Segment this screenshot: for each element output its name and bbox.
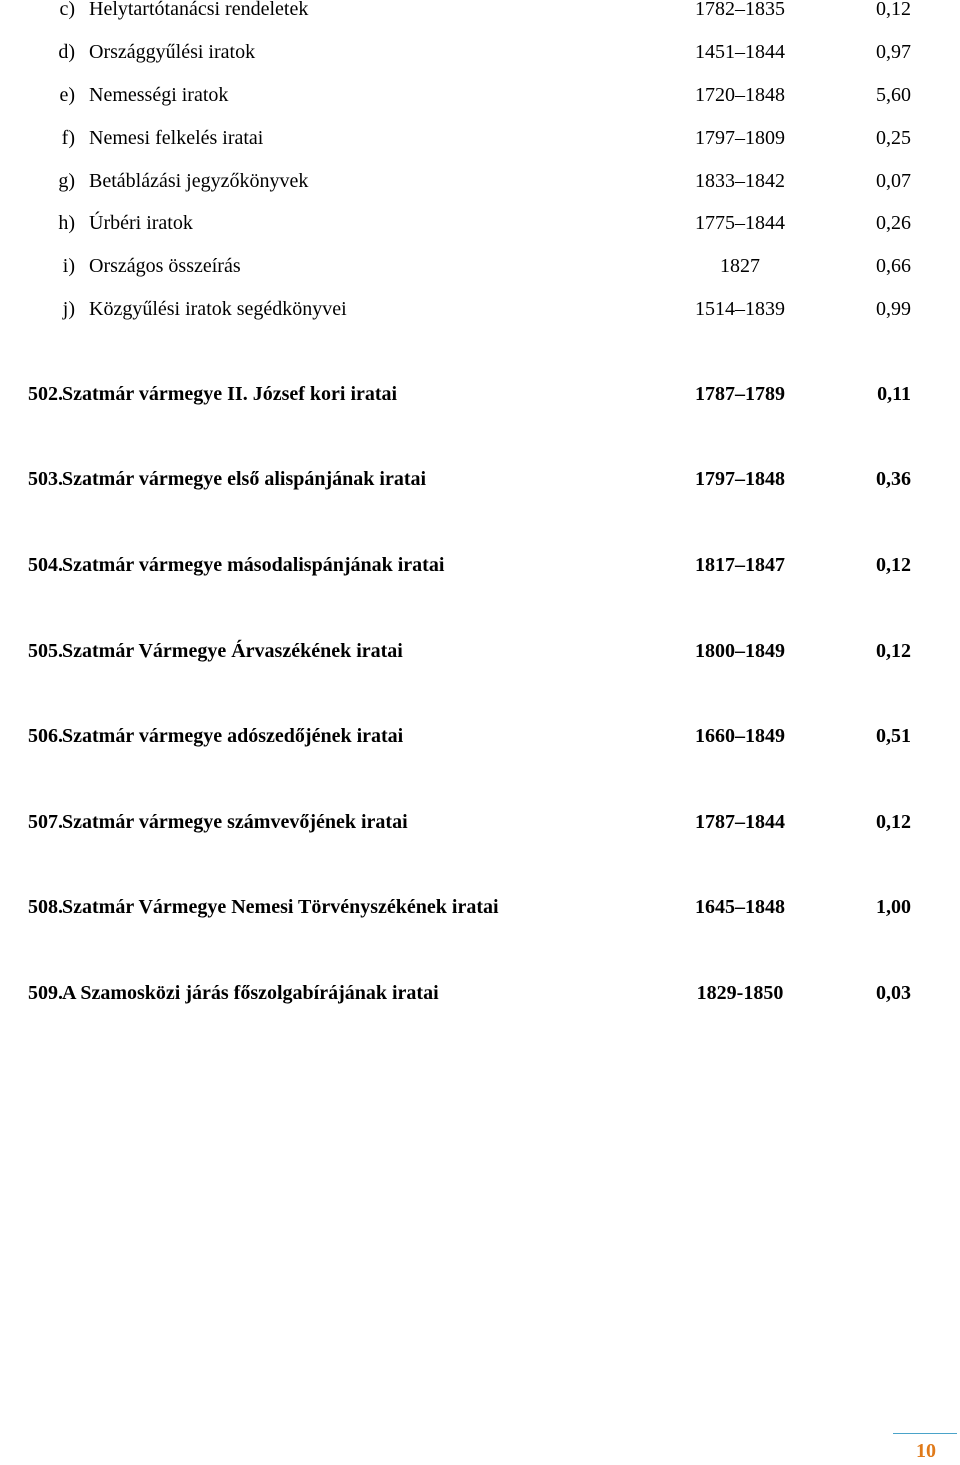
fond-number: 502. (28, 383, 63, 405)
fond-number: 508. (28, 896, 63, 918)
sub-item-letter: j) (62, 298, 75, 320)
page-number: 10 (916, 1440, 936, 1462)
sub-item-row (0, 212, 960, 242)
fond-number: 505. (28, 640, 63, 662)
sub-item-size: 0,07 (876, 170, 911, 192)
fond-title: Szatmár Vármegye Árvaszékének iratai (62, 640, 403, 662)
sub-item-letter: d) (58, 41, 75, 63)
footer-divider (893, 1433, 957, 1434)
fond-number: 504. (28, 554, 63, 576)
fond-size: 0,12 (876, 554, 911, 576)
sub-item-letter: f) (61, 127, 75, 149)
fond-size: 0,36 (876, 468, 911, 490)
fond-title: Szatmár vármegye első alispánjának iratai (62, 468, 427, 490)
sub-item-years: 1797–1809 (695, 127, 785, 149)
sub-item-size: 0,26 (876, 212, 911, 234)
sub-item-title: Úrbéri iratok (89, 212, 193, 234)
sub-item-size: 0,99 (876, 298, 911, 320)
fond-years: 1817–1847 (695, 554, 785, 576)
fond-size: 0,51 (876, 725, 911, 747)
sub-item-letter: i) (62, 255, 75, 277)
fond-row (0, 640, 960, 670)
fond-row (0, 725, 960, 755)
fond-row (0, 982, 960, 1012)
fond-title: Szatmár vármegye számvevőjének iratai (62, 811, 408, 833)
fond-title: Szatmár vármegye másodalispánjának iratai (62, 554, 445, 576)
sub-item-years: 1775–1844 (695, 212, 785, 234)
sub-item-title: Nemességi iratok (89, 84, 229, 106)
fond-years: 1645–1848 (695, 896, 785, 918)
sub-item-letter: c) (59, 0, 75, 20)
fond-title: Szatmár vármegye II. József kori iratai (62, 383, 398, 405)
fond-years: 1800–1849 (695, 640, 785, 662)
fond-row (0, 554, 960, 584)
fond-number: 509. (28, 982, 63, 1004)
sub-item-years: 1514–1839 (695, 298, 785, 320)
fond-years: 1787–1844 (695, 811, 785, 833)
sub-item-years: 1720–1848 (695, 84, 785, 106)
fond-size: 0,11 (877, 383, 911, 405)
sub-item-size: 0,97 (876, 41, 911, 63)
sub-item-years: 1451–1844 (695, 41, 785, 63)
fond-years: 1787–1789 (695, 383, 785, 405)
fond-title: Szatmár Vármegye Nemesi Törvényszékének iratai (62, 896, 499, 918)
fond-number: 507. (28, 811, 63, 833)
sub-item-years: 1827 (720, 255, 760, 277)
fond-title: A Szamosközi járás főszolgabírájának iratai (62, 982, 439, 1004)
fond-row (0, 896, 960, 926)
sub-item-size: 0,12 (876, 0, 911, 20)
sub-item-years: 1782–1835 (695, 0, 785, 20)
fond-row (0, 383, 960, 413)
fond-number: 506. (28, 725, 63, 747)
fond-years: 1660–1849 (695, 725, 785, 747)
sub-item-row (0, 0, 960, 28)
sub-item-title: Országgyűlési iratok (89, 41, 256, 63)
sub-item-row (0, 84, 960, 114)
sub-item-letter: h) (58, 212, 75, 234)
sub-item-years: 1833–1842 (695, 170, 785, 192)
sub-item-row (0, 255, 960, 285)
sub-item-size: 5,60 (876, 84, 911, 106)
sub-item-size: 0,25 (876, 127, 911, 149)
sub-item-row (0, 298, 960, 328)
fond-size: 0,12 (876, 811, 911, 833)
sub-item-letter: e) (59, 84, 75, 106)
sub-item-title: Nemesi felkelés iratai (89, 127, 264, 149)
fond-row (0, 811, 960, 841)
sub-item-row (0, 41, 960, 71)
fond-size: 0,03 (876, 982, 911, 1004)
sub-item-title: Közgyűlési iratok segédkönyvei (89, 298, 347, 320)
sub-item-row (0, 127, 960, 157)
fond-years: 1797–1848 (695, 468, 785, 490)
sub-item-title: Helytartótanácsi rendeletek (89, 0, 309, 20)
sub-item-title: Betáblázási jegyzőkönyvek (89, 170, 309, 192)
fond-row (0, 468, 960, 498)
fond-number: 503. (28, 468, 63, 490)
fond-size: 0,12 (876, 640, 911, 662)
fond-years: 1829-1850 (696, 982, 784, 1004)
sub-item-row (0, 170, 960, 200)
sub-item-letter: g) (58, 170, 75, 192)
sub-item-size: 0,66 (876, 255, 911, 277)
sub-item-title: Országos összeírás (89, 255, 241, 277)
fond-size: 1,00 (876, 896, 911, 918)
fond-title: Szatmár vármegye adószedőjének iratai (62, 725, 404, 747)
